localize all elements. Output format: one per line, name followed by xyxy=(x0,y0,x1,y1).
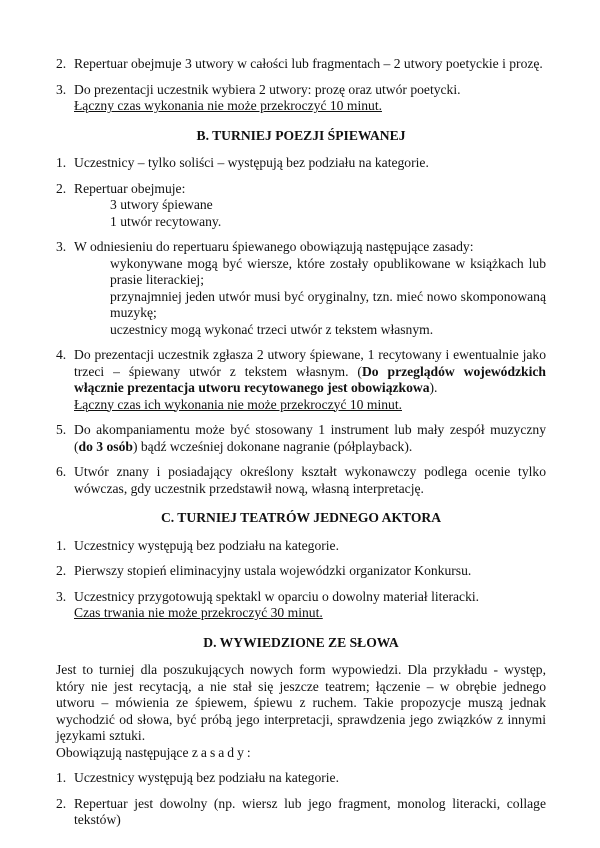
item-text: Utwór znany i posiadający określony kształt wykonawczy podlega ocenie tylko wówczas, gdy uczestnik przedstawił nową, własną interpretację. xyxy=(74,464,546,496)
list-item xyxy=(56,82,546,115)
item-number: 2. xyxy=(56,56,67,71)
sub-item-text: 1 utwór recytowany. xyxy=(110,213,222,229)
rules-line xyxy=(56,745,546,762)
list-item xyxy=(56,563,546,580)
item-bold-text: Do przeglądów wojewódzkich włącznie prezentacja utworu recytowanego jest obowiązkowa xyxy=(74,363,546,395)
item-number: 1. xyxy=(56,770,67,785)
item-text: Uczestnicy występują bez podziału na kategorie. xyxy=(74,537,339,553)
item-number: 2. xyxy=(56,795,67,811)
list-item xyxy=(56,770,546,787)
time-limit-note: Czas trwania nie może przekroczyć 30 minut. xyxy=(74,605,323,620)
item-number: 1. xyxy=(56,155,67,170)
sub-list xyxy=(74,256,546,339)
item-text: Do prezentacji uczestnik wybiera 2 utwory: prozę oraz utwór poetycki. xyxy=(74,81,461,97)
item-number: 3. xyxy=(56,239,67,254)
item-number: 2. xyxy=(56,563,67,578)
section-heading: C. TURNIEJ TEATRÓW JEDNEGO AKTORA xyxy=(160,510,442,525)
item-text-tail: ) bądź wcześniej dokonane nagranie (półplayback). xyxy=(132,438,413,454)
list-item xyxy=(56,56,546,73)
sub-list-item xyxy=(74,289,546,322)
item-text-tail: ). xyxy=(429,380,438,395)
item-number: 3. xyxy=(56,81,67,97)
sub-list-item xyxy=(74,197,546,214)
list-item xyxy=(56,239,546,338)
item-number: 4. xyxy=(56,347,67,362)
item-number: 6. xyxy=(56,464,67,479)
sub-list-item xyxy=(74,214,546,231)
rules-prefix: Obowiązują następujące xyxy=(56,744,192,760)
item-text: Uczestnicy występują bez podziału na kategorie. xyxy=(74,770,339,785)
item-text: Uczestnicy – tylko soliści – występują bez podziału na kategorie. xyxy=(74,155,429,170)
list-item xyxy=(56,181,546,231)
item-text: Do prezentacji uczestnik zgłasza 2 utwory śpiewane, 1 recytowany i ewentualnie jako trzeci – śpiewany utwór z tekstem własnym. ( xyxy=(74,347,546,379)
intro-paragraph: Jest to turniej dla poszukujących nowych form wypowiedzi. Dla przykładu - występ, który nie jest recytacją, a nie stał się jeszcze teatrem; łączenie – w obrębie jednego utworu – mówienia ze śpiewem, śpiewu z ruchem. Takie propozycje muszą jednak wychodzić od słowa, być próbą jego interpretacji, sprawdzenia jego związków z innymi językami sztuki. xyxy=(56,662,546,743)
item-text: Repertuar jest dowolny (np. wiersz lub jego fragment, monolog literacki, collage tekstów) xyxy=(74,795,546,827)
list-item xyxy=(56,347,546,413)
item-number: 2. xyxy=(56,180,67,196)
sub-item-text: przynajmniej jeden utwór musi być oryginalny, tzn. mieć nowo skomponowaną muzykę; xyxy=(110,288,546,320)
list-item xyxy=(56,155,546,172)
list-item xyxy=(56,538,546,555)
list-item xyxy=(56,464,546,497)
item-text: Uczestnicy przygotowują spektakl w oparciu o dowolny materiał literacki. xyxy=(74,588,480,604)
item-number: 1. xyxy=(56,537,67,553)
item-text: W odniesieniu do repertuaru śpiewanego obowiązują następujące zasady: xyxy=(74,239,474,254)
list-item xyxy=(56,796,546,829)
item-number: 5. xyxy=(56,422,67,437)
time-limit-note: Łączny czas wykonania nie może przekroczyć 10 minut. xyxy=(74,98,382,113)
list-item xyxy=(56,422,546,455)
sub-item-text: wykonywane mogą być wiersze, które zostały opublikowane w książkach lub prasie literackiej; xyxy=(110,255,546,287)
item-text: Pierwszy stopień eliminacyjny ustala wojewódzki organizator Konkursu. xyxy=(74,563,472,578)
item-text: Repertuar obejmuje: xyxy=(74,180,186,196)
item-bold-text: do 3 osób xyxy=(78,438,133,454)
sub-list-item xyxy=(74,256,546,289)
item-text: Do akompaniamentu może być stosowany 1 instrument lub mały zespół muzyczny ( xyxy=(74,422,546,454)
list-item xyxy=(56,589,546,622)
item-text: Repertuar obejmuje 3 utwory w całości lub fragmentach – 2 utwory poetyckie i prozę. xyxy=(74,56,543,71)
sub-list-item xyxy=(74,322,546,339)
rules-word: zasady: xyxy=(191,744,254,760)
section-heading: D. WYWIEDZIONE ZE SŁOWA xyxy=(203,634,399,650)
item-number: 3. xyxy=(56,588,67,604)
sub-item-text: uczestnicy mogą wykonać trzeci utwór z tekstem własnym. xyxy=(110,321,434,337)
sub-item-text: 3 utwory śpiewane xyxy=(110,197,213,212)
time-limit-note: Łączny czas ich wykonania nie może przekroczyć 10 minut. xyxy=(74,396,402,412)
section-heading: B. TURNIEJ POEZJI ŚPIEWANEJ xyxy=(196,127,406,143)
sub-list xyxy=(74,197,546,230)
